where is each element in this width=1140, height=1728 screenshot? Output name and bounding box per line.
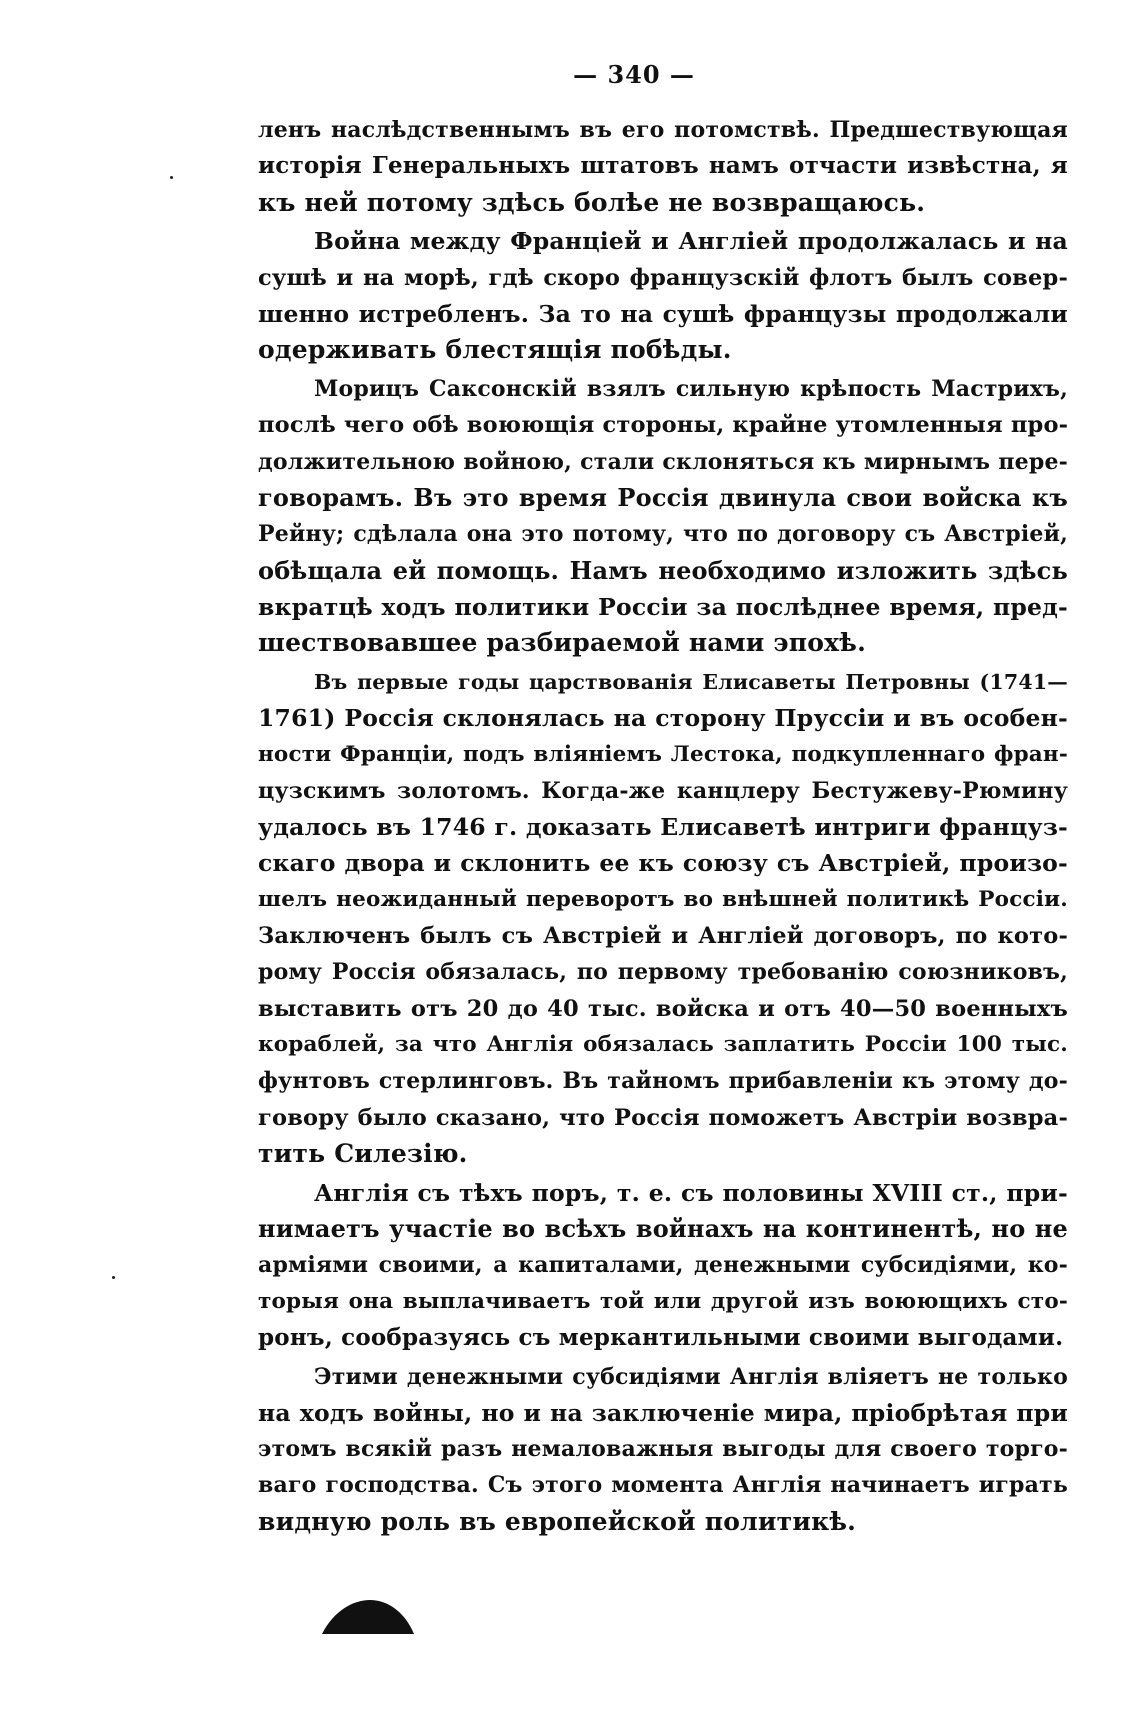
paragraph (258, 1175, 1068, 1356)
text-line: тить Силезію. (258, 1138, 468, 1168)
text-line: говору было сказано, что Россія поможетъ Австріи возвра- (258, 1104, 1068, 1131)
text-line: къ ней потому здѣсь болѣе не возвращаюсь. (258, 187, 926, 217)
text-line: торыя она выплачиваетъ той или другой изъ воюющихъ сто- (258, 1288, 1068, 1314)
text-line: Война между Франціей и Англіей продолжалась и на (314, 227, 1068, 256)
text-line: должительною войною, стали склоняться къ мирнымъ пере- (258, 448, 1068, 475)
text-line: 1761) Россія склонялась на сторону Пруссіи и въ особен- (258, 704, 1068, 733)
text-line: исторія Генеральныхъ штатовъ намъ отчасти извѣстна, я (258, 152, 1068, 180)
stray-ink-dot (112, 1276, 115, 1279)
text-line: шелъ неожиданный переворотъ во внѣшней политикѣ Россіи. (258, 886, 1068, 912)
text-line: кораблей, за что Англія обязалась заплатить Россіи 100 тыс. (258, 1031, 1068, 1057)
text-line: цузскимъ золотомъ. Когда-же канцлеру Бестужеву-Рюмину (258, 777, 1068, 804)
paragraph (258, 1359, 1068, 1540)
text-line: Рейну; сдѣлала она это потому, что по договору съ Австріей, (258, 521, 1068, 548)
stray-ink-dot (170, 176, 173, 179)
text-line: обѣщала ей помощь. Намъ необходимо изложить здѣсь (258, 555, 1068, 585)
text-line: видную роль въ европейской политикѣ. (258, 1506, 857, 1536)
text-line: одерживать блестящія побѣды. (258, 335, 732, 365)
text-line: сушѣ и на морѣ, гдѣ скоро французскій флотъ былъ совер- (258, 264, 1068, 291)
text-line: нимаетъ участіе во всѣхъ войнахъ на континентѣ, но не (258, 1213, 1068, 1243)
page-number: — 340 — (573, 60, 695, 89)
text-line: шенно истребленъ. За то на сушѣ французы продолжали (258, 299, 1068, 328)
paragraph (258, 223, 1068, 368)
text-line: Заключенъ былъ съ Австріей и Англіей договоръ, по кото- (258, 923, 1068, 950)
text-line: ронъ, сообразуясь съ меркантильными своими выгодами. (258, 1323, 1064, 1351)
text-line: Англія съ тѣхъ поръ, т. е. съ половины XVIII ст., при- (314, 1178, 1068, 1207)
text-line: ности Франціи, подъ вліяніемъ Лестока, подкупленнаго фран- (258, 741, 1068, 767)
text-line: скаго двора и склонить ее къ союзу съ Австріей, произо- (258, 849, 1068, 878)
text-line: послѣ чего обѣ воюющія стороны, крайне утомленныя про- (258, 412, 1069, 439)
text-line: рому Россія обязалась, по первому требованію союзниковъ, (258, 959, 1068, 986)
ornament-tailpiece-icon (320, 1596, 416, 1636)
text-line: на ходъ войны, но и на заключеніе мира, пріобрѣтая при (258, 1398, 1068, 1427)
text-line: фунтовъ стерлинговъ. Въ тайномъ прибавленіи къ этому до- (258, 1068, 1068, 1095)
paragraph (258, 664, 1068, 1172)
text-line: арміями своими, а капиталами, денежными субсидіями, ко- (258, 1252, 1068, 1279)
text-line: Морицъ Саксонскій взялъ сильную крѣпость Мастрихъ, (314, 376, 1068, 403)
text-line: шествовавшее разбираемой нами эпохѣ. (258, 628, 866, 658)
text-line: ваго господства. Съ этого момента Англія начинаетъ играть (258, 1472, 1068, 1499)
paragraph (258, 112, 1068, 221)
text-line: говорамъ. Въ это время Россія двинула свои войска къ (258, 482, 1068, 512)
page-body-text (258, 112, 1068, 1540)
text-line: Въ первые годы царствованія Елисаветы Петровны (1741— (314, 669, 1068, 694)
text-line: этомъ всякій разъ немаловажныя выгоды для своего торго- (258, 1436, 1068, 1463)
text-line: вкратцѣ ходъ политики Россіи за послѣднее время, пред- (258, 592, 1068, 621)
text-line: выставить отъ 20 до 40 тыс. войска и отъ 40—50 военныхъ (258, 995, 1068, 1022)
text-line: Этими денежными субсидіями Англія вліяетъ не только (314, 1363, 1068, 1390)
text-line: удалось въ 1746 г. доказать Елисаветѣ интриги француз- (258, 813, 1068, 842)
text-line: ленъ наслѣдственнымъ въ его потомствѣ. Предшествующая (258, 117, 1068, 143)
paragraph (258, 371, 1068, 661)
